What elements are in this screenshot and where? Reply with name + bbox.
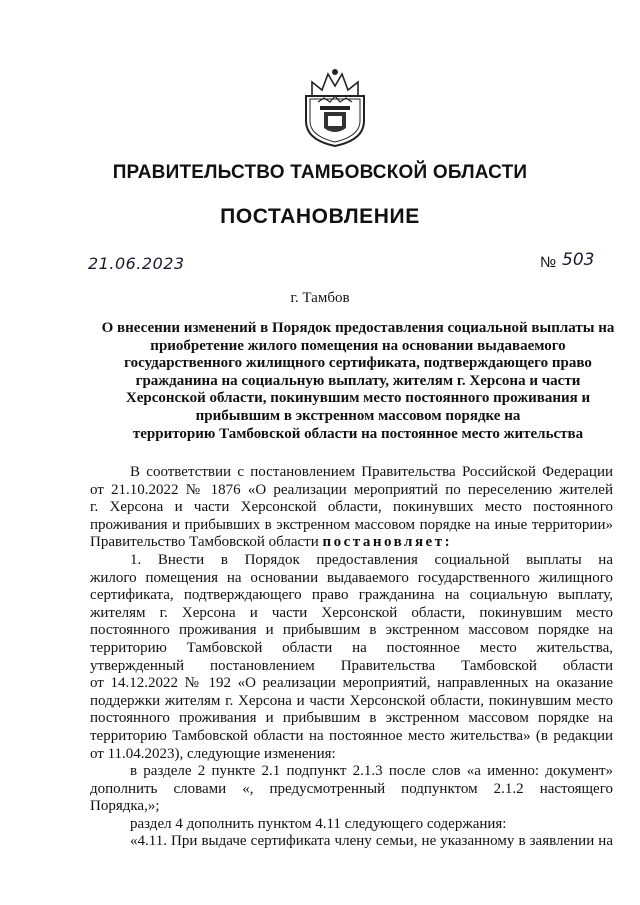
body-line: сертификата, подтверждающего право гражданина на социальную выплату, <box>90 587 613 604</box>
document-number: 503 <box>562 250 595 270</box>
number-label: № <box>540 254 557 271</box>
body-line: в разделе 2 пункте 2.1 подпункт 2.1.3 после слов «а именно: документ» <box>130 763 613 780</box>
title-line: прибывшим в экстренном массовом порядке на <box>195 407 521 424</box>
body-line: территорию Тамбовской области на постоянное место жительства, <box>90 639 613 656</box>
title-line: государственного жилищного сертификата, подтверждающего право <box>124 355 592 372</box>
document-body <box>90 464 613 851</box>
body-line: территорию Тамбовской области на постоянное место жительства» (в редакции <box>90 727 613 744</box>
body-line: постоянного проживания и прибывшим в экстренном массовом порядке на <box>90 622 613 639</box>
title-line: приобретение жилого помещения на основании выдаваемого <box>150 337 566 354</box>
document-date: 21.06.2023 <box>88 254 185 273</box>
title-line: Херсонской области, покинувшим место постоянного проживания и <box>125 390 591 407</box>
body-line: 1. Внести в Порядок предоставления социальной выплаты на <box>130 551 613 568</box>
document-title <box>96 320 620 443</box>
body-line: Порядка,»; <box>90 798 160 815</box>
body-line: «4.11. При выдаче сертификата члену семьи, не указанному в заявлении на <box>130 833 613 850</box>
body-line: жителям г. Херсона и части Херсонской области, покинувшим место <box>90 604 613 621</box>
document-type: ПОСТАНОВЛЕНИЕ <box>220 205 420 228</box>
body-line: постоянного проживания и прибывшим в экстренном массовом порядке на <box>90 710 613 727</box>
body-line: от 11.04.2023), следующие изменения: <box>90 745 336 762</box>
body-line: жилого помещения на основании выдаваемого государственного жилищного <box>90 569 613 586</box>
title-line: гражданина на социальную выплату, жителям г. Херсона и части <box>135 372 581 389</box>
body-line: дополнить словами «, предусмотренный подпунктом 2.1.2 настоящего <box>90 780 613 797</box>
enacting-word: постановляет: <box>322 534 453 551</box>
body-line: проживания и прибывших в экстренном массовом порядке на иные территории» <box>90 516 613 533</box>
body-line: утвержденный постановлением Правительства Тамбовской области <box>90 657 613 674</box>
body-line: поддержки жителям г. Херсона и части Херсонской области, покинувшим место <box>90 692 613 709</box>
enacting-prefix: Правительство Тамбовской области <box>90 534 323 551</box>
title-line: территорию Тамбовской области на постоянное место жительства <box>132 425 584 442</box>
body-line: г. Херсона и части Херсонской области, покинувших место постоянного <box>90 499 613 516</box>
title-line: О внесении изменений в Порядок предоставления социальной выплаты на <box>101 320 615 336</box>
coat-of-arms-emblem <box>298 66 372 148</box>
city: г. Тамбов <box>290 290 350 306</box>
body-line: В соответствии с постановлением Правительства Российской Федерации <box>130 464 613 480</box>
body-line: от 21.10.2022 № 1876 «О реализации мероприятий по переселению жителей <box>90 481 613 498</box>
organization-name: ПРАВИТЕЛЬСТВО ТАМБОВСКОЙ ОБЛАСТИ <box>112 162 528 183</box>
body-line: от 14.12.2022 № 192 «О реализации мероприятий, направленных на оказание <box>90 675 613 692</box>
body-line: раздел 4 дополнить пунктом 4.11 следующего содержания: <box>130 815 507 832</box>
body-line <box>90 534 613 552</box>
